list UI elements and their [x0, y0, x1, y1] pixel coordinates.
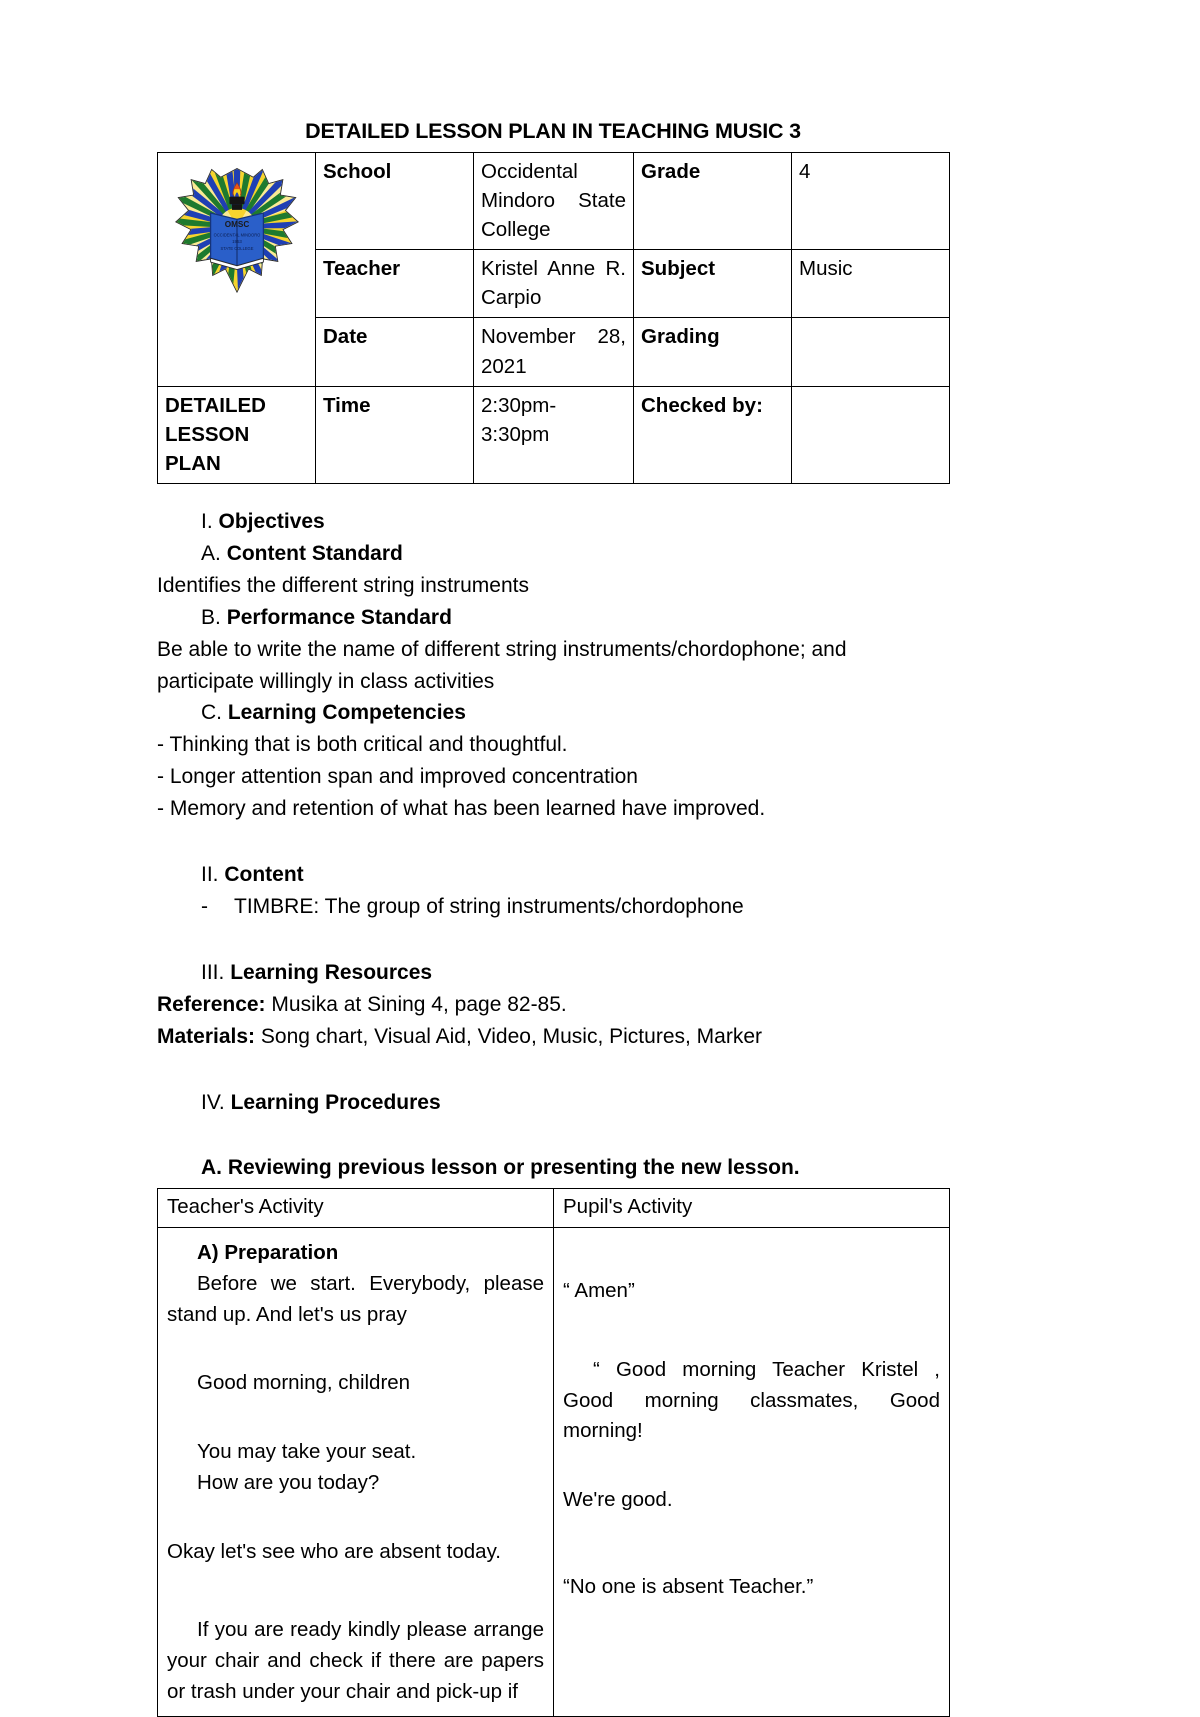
spacer [157, 1053, 949, 1087]
performance-standard-heading-text: Performance Standard [226, 605, 452, 629]
info-label-grading: Grading [634, 318, 792, 386]
learning-competencies-heading-text: Learning Competencies [227, 701, 466, 725]
spacer [157, 825, 949, 859]
spacer [563, 1516, 940, 1572]
learning-resources-numeral: III. [201, 960, 225, 984]
pupil-para-were-good: We're good. [563, 1488, 673, 1512]
time-line2: 3:30pm [481, 422, 550, 446]
content-standard-letter: A. [201, 541, 221, 565]
content-numeral: II. [201, 863, 219, 887]
spacer [167, 1399, 544, 1437]
performance-standard-letter: B. [201, 605, 221, 629]
info-value-date: November 28, 2021 [474, 318, 634, 386]
section-learning-resources-heading [157, 957, 949, 989]
performance-standard-text-line1: Be able to write the name of different string instruments/chordophone; and [157, 637, 847, 661]
content-heading-text: Content [224, 863, 304, 887]
pupil-para-no-one-absent: “No one is absent Teacher.” [563, 1574, 814, 1598]
content-bullet-text: TIMBRE: The group of string instruments/chordophone [234, 894, 744, 918]
plan-label-line2: LESSON PLAN [165, 422, 250, 475]
page-title: DETAILED LESSON PLAN IN TEACHING MUSIC 3 [305, 119, 801, 143]
teacher-para-greeting: Good morning, children [197, 1371, 411, 1395]
section-learning-procedures-heading [157, 1087, 949, 1119]
document-content [157, 118, 949, 1717]
materials-line [157, 1021, 949, 1053]
info-label-teacher: Teacher [316, 250, 474, 318]
list-item: - Longer attention span and improved concentration [157, 765, 638, 789]
pupil-activity-cell [554, 1228, 950, 1717]
reference-value: Musika at Sining 4, page 82-85. [265, 992, 567, 1016]
spacer [167, 1567, 544, 1615]
teacher-para-arrange-chair: If you are ready kindly please arrange your chair and check if there are papers or trash under your chair and pick-up if [167, 1618, 544, 1703]
learning-procedures-heading-text: Learning Procedures [230, 1090, 441, 1114]
section-content-heading [157, 859, 949, 891]
spacer [157, 923, 949, 957]
lesson-plan-body [157, 506, 949, 1184]
info-label-checked-by: Checked by: [634, 386, 792, 483]
teacher-para-pray: Before we start. Everybody, please stand up. And let's us pray [167, 1271, 544, 1326]
performance-standard-text-line2: participate willingly in class activities [157, 669, 495, 693]
subsection-learning-competencies-heading [157, 697, 949, 729]
learning-resources-heading-text: Learning Resources [230, 960, 433, 984]
bullet-dash: - [201, 894, 208, 918]
svg-text:1953: 1953 [231, 239, 242, 245]
table-row [158, 386, 950, 483]
table-header-row [158, 1189, 950, 1228]
info-label-grade: Grade [634, 152, 792, 249]
spacer [157, 1118, 949, 1152]
materials-value: Song chart, Visual Aid, Video, Music, Pictures, Marker [255, 1024, 762, 1048]
pupil-para-amen: “ Amen” [563, 1279, 635, 1303]
info-value-checked-by [792, 386, 950, 483]
spacer [563, 1307, 940, 1355]
teacher-para-absent: Okay let's see who are absent today. [167, 1539, 501, 1563]
school-logo-cell [158, 152, 316, 386]
list-item: - Thinking that is both critical and thoughtful. [157, 733, 568, 757]
info-label-date: Date [316, 318, 474, 386]
table-row [158, 1228, 950, 1717]
info-label-school: School [316, 152, 474, 249]
teacher-para-how-are-you: How are you today? [197, 1470, 380, 1494]
plan-label-line1: DETAILED [165, 393, 266, 417]
objectives-numeral: I. [201, 509, 213, 533]
content-standard-heading-text: Content Standard [226, 541, 403, 565]
objectives-heading-text: Objectives [218, 509, 325, 533]
spacer [563, 1238, 940, 1276]
info-value-time [474, 386, 634, 483]
info-value-teacher: Kristel Anne R. Carpio [474, 250, 634, 318]
svg-text:OMSC: OMSC [224, 219, 249, 229]
teacher-activity-cell [158, 1228, 554, 1717]
pupil-para-good-morning: “ Good morning Teacher Kristel , Good morning classmates, Good morning! [563, 1357, 940, 1443]
info-value-subject: Music [792, 250, 950, 318]
detailed-lesson-plan-cell [158, 386, 316, 483]
reference-line [157, 989, 949, 1021]
info-value-school: Occidental Mindoro State College [474, 152, 634, 249]
table-row [158, 152, 950, 249]
svg-text:STATE COLLEGE: STATE COLLEGE [220, 245, 253, 251]
subsection-content-standard-heading [157, 538, 949, 570]
subsection-reviewing-heading: A. Reviewing previous lesson or presenting the new lesson. [201, 1156, 800, 1180]
teacher-pupil-activity-table [157, 1188, 950, 1716]
materials-label: Materials: [157, 1024, 256, 1048]
info-value-grading [792, 318, 950, 386]
list-item: - Memory and retention of what has been learned have improved. [157, 797, 766, 821]
omsc-seal-icon [174, 164, 300, 296]
subsection-performance-standard-heading [157, 602, 949, 634]
reference-label: Reference: [157, 992, 266, 1016]
column-header-teacher-activity: Teacher's Activity [158, 1189, 554, 1228]
info-value-grade: 4 [792, 152, 950, 249]
learning-procedures-numeral: IV. [201, 1090, 225, 1114]
learning-competencies-letter: C. [201, 701, 222, 725]
info-label-subject: Subject [634, 250, 792, 318]
teacher-para-seat: You may take your seat. [197, 1440, 417, 1464]
preparation-heading: A) Preparation [197, 1241, 339, 1265]
spacer [167, 1330, 544, 1368]
open-book-icon [210, 213, 263, 270]
section-objectives-heading [157, 506, 949, 538]
time-line1: 2:30pm- [481, 393, 557, 417]
svg-text:OCCIDENTAL MINDORO: OCCIDENTAL MINDORO [213, 232, 260, 238]
content-standard-text: Identifies the different string instruments [157, 573, 529, 597]
spacer [563, 1447, 940, 1485]
content-bullet-item [157, 891, 949, 923]
column-header-pupil-activity: Pupil's Activity [554, 1189, 950, 1228]
lesson-plan-info-table [157, 152, 950, 484]
info-label-time: Time [316, 386, 474, 483]
spacer [167, 1499, 544, 1537]
